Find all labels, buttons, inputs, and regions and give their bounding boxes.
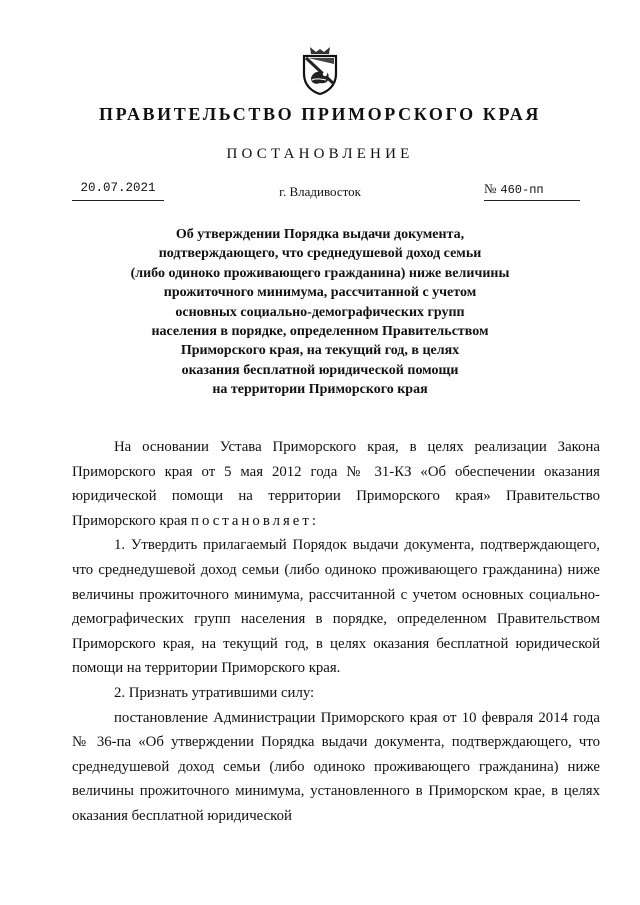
title-line: прожиточного минимума, рассчитанной с учетом (163, 285, 477, 301)
title-line: населения в порядке, определенном Правительством (151, 324, 489, 340)
title-line: подтверждающего, что среднедушевой доход семьи (158, 246, 482, 262)
paragraph-basis (72, 435, 600, 533)
document-type: ПОСТАНОВЛЕНИЕ (226, 146, 414, 162)
document-city: г. Владивосток (279, 184, 361, 199)
title-line: на территории Приморского края (212, 382, 428, 398)
coat-of-arms-icon (300, 44, 340, 96)
title-line: оказания бесплатной юридической помощи (181, 362, 459, 378)
paragraph-item-2: 2. Признать утратившими силу: (114, 684, 315, 701)
number-prefix: № (484, 181, 497, 196)
title-line: Приморского края, на текущий год, в целях (180, 343, 460, 359)
title-line: (либо одиноко проживающего гражданина) ниже величины (130, 265, 510, 281)
document-title (60, 225, 580, 400)
document-number-field (484, 181, 580, 201)
document-body (72, 435, 600, 829)
title-line: основных социально-демографических групп (175, 304, 465, 320)
document-number: 460-пп (500, 183, 544, 197)
paragraph-repealed-act: постановление Администрации Приморского края от 10 февраля 2014 года № 36-па «Об утверждении Порядка выдачи документа, подтверждающего, что среднедушевой доход семьи (либо одиноко проживающего гражданина) ниже величины прожиточного минимума, установленного в Приморском крае, в целях оказания бесплатной юридической (72, 709, 600, 824)
document-date: 20.07.2021 (72, 181, 164, 201)
paragraph-basis-text: На основании Устава Приморского края, в целях реализации Закона Приморского края от 5 мая 2012 года № 31-КЗ «Об обеспечении оказания юридической помощи на территории Приморского края» Правительство Приморского края (72, 439, 600, 529)
decree-keyword: постановляет: (191, 512, 319, 529)
paragraph-item-1: 1. Утвердить прилагаемый Порядок выдачи документа, подтверждающего, что среднедушевой доход семьи (либо одиноко проживающего гражданина) ниже величины прожиточного минимума, рассчитанной с учетом основных социально-демографических групп населения в порядке, определенном Правительством Приморского края, на текущий год, в целях оказания бесплатной юридической помощи на территории Приморского края. (72, 537, 600, 677)
organization-name: ПРАВИТЕЛЬСТВО ПРИМОРСКОГО КРАЯ (99, 104, 541, 124)
title-line: Об утверждении Порядка выдачи документа, (175, 227, 465, 242)
